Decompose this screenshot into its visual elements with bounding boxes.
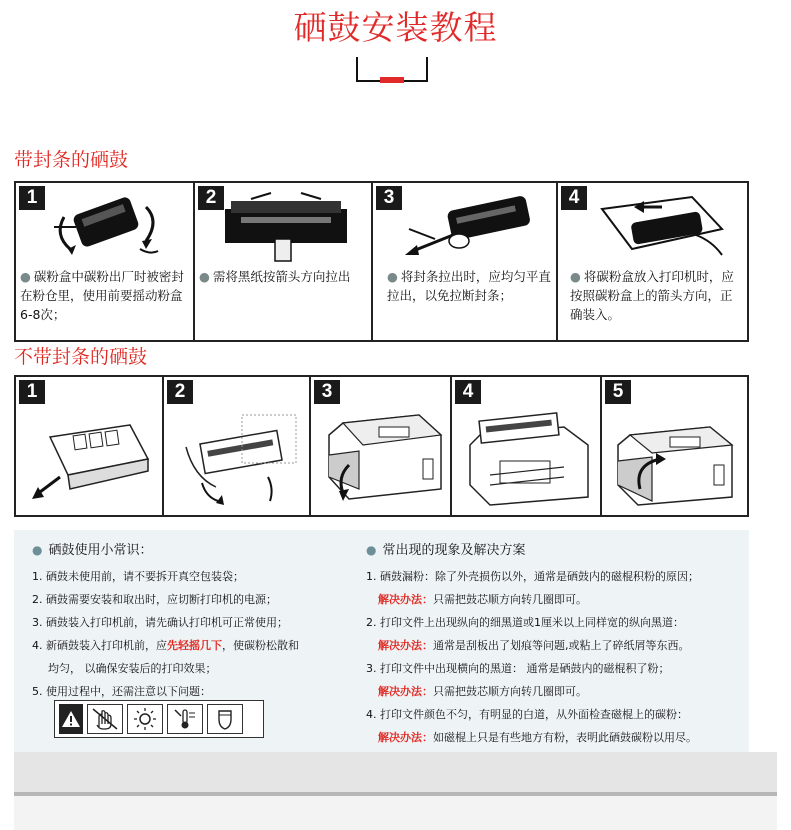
shake-cartridge-illustration xyxy=(46,187,166,265)
step-number: 4 xyxy=(455,380,481,404)
troubleshooting xyxy=(366,538,746,749)
close-printer-cover-illustration xyxy=(610,405,740,513)
tips-panel xyxy=(14,530,749,752)
footer-band xyxy=(14,752,777,792)
no-sunlight-icon xyxy=(127,704,163,734)
remove-cartridge-illustration xyxy=(30,417,156,507)
solution-item: 解决办法：只需把鼓芯顺方向转几圈即可。 xyxy=(378,685,587,698)
pull-black-paper-illustration xyxy=(221,191,351,263)
step-number: 3 xyxy=(376,186,402,210)
unsealed-step-1 xyxy=(16,377,164,515)
unsealed-step-3 xyxy=(311,377,452,515)
problem-item: 1. 硒鼓漏粉：除了外壳损伤以外，通常是硒鼓内的磁棍积粉的原因； xyxy=(366,570,699,583)
step-number: 2 xyxy=(167,380,193,404)
insert-drum-illustration xyxy=(460,405,596,513)
unsealed-section-heading: 不带封条的硒鼓 xyxy=(14,346,148,368)
solution-item: 解决办法：通常是刮板出了划痕等问题,或粘上了碎纸屑等东西。 xyxy=(378,639,690,652)
keep-upright-icon xyxy=(207,704,243,734)
unsealed-step-4 xyxy=(452,377,602,515)
footer-area xyxy=(14,796,777,830)
usage-tip: 3. 硒鼓装入打印机前，请先确认打印机可正常使用； xyxy=(32,616,288,629)
problem-item: 3. 打印文件中出现横向的黑道： 通常是硒鼓内的磁棍积了粉； xyxy=(366,662,670,675)
step-number: 1 xyxy=(19,186,45,210)
usage-tip: 4. 新硒鼓装入打印机前，应先轻摇几下，使碳粉松散和 xyxy=(32,639,299,652)
usage-tips-title: ● 硒鼓使用小常识： xyxy=(32,543,153,558)
sealed-step-2 xyxy=(195,183,373,340)
sealed-step-3 xyxy=(373,183,558,340)
usage-tip: 2. 硒鼓需要安装和取出时，应切断打印机的电源； xyxy=(32,593,277,606)
unsealed-step-5 xyxy=(602,377,747,515)
problem-item: 4. 打印文件颜色不匀，有明显的白道，从外面检查磁棍上的碳粉： xyxy=(366,708,688,721)
usage-tip: 1. 硒鼓未使用前，请不要拆开真空包装袋； xyxy=(32,570,244,583)
warning-icons-strip xyxy=(54,700,264,738)
bullet-icon: ● xyxy=(366,543,377,557)
step-number: 3 xyxy=(314,380,340,404)
bullet-icon: ● xyxy=(32,543,43,557)
step-number: 4 xyxy=(561,186,587,210)
step-caption: ● 将封条拉出时，应均匀平直拉出，以免拉断封条； xyxy=(387,269,551,303)
temperature-icon xyxy=(167,704,203,734)
sealed-steps-row xyxy=(14,181,749,342)
usage-tips xyxy=(32,538,372,703)
step-number: 2 xyxy=(198,186,224,210)
step-caption: ● 碳粉盒中碳粉出厂时被密封在粉仓里，使用前要摇动粉盒6-8次； xyxy=(20,269,184,322)
no-touch-icon xyxy=(87,704,123,734)
page-title: 硒鼓安装教程 xyxy=(293,8,498,47)
shake-drum-illustration xyxy=(172,407,304,513)
step-number: 5 xyxy=(605,380,631,404)
sealed-step-1 xyxy=(16,183,195,340)
problem-item: 2. 打印文件上出现纵向的细黑道或1厘米以上同样宽的纵向黑道： xyxy=(366,616,684,629)
open-printer-cover-illustration xyxy=(319,405,447,513)
solution-item: 解决办法：只需把鼓芯顺方向转几圈即可。 xyxy=(378,593,587,606)
step-number: 1 xyxy=(19,380,45,404)
sealed-section-heading: 带封条的硒鼓 xyxy=(14,149,129,171)
step-caption: ● 需将黑纸按箭头方向拉出 xyxy=(199,269,351,284)
troubleshooting-title: ● 常出现的现象及解决方案 xyxy=(366,543,526,558)
title-underline-bracket xyxy=(356,57,428,83)
solution-item: 解决办法：如磁棍上只是有些地方有粉，表明此硒鼓碳粉以用尽。 xyxy=(378,731,697,744)
insert-cartridge-illustration xyxy=(592,189,732,263)
warning-triangle-icon xyxy=(59,704,83,734)
sealed-step-4 xyxy=(558,183,747,340)
pull-seal-strip-illustration xyxy=(399,189,539,263)
usage-tip: 5. 使用过程中，还需注意以下问题： xyxy=(32,685,211,698)
step-caption: ● 将碳粉盒放入打印机时，应按照碳粉盒上的箭头方向，正确装入。 xyxy=(570,269,734,322)
unsealed-step-2 xyxy=(164,377,311,515)
usage-tip-continued: 均匀， 以确保安装后的打印效果； xyxy=(48,662,217,675)
unsealed-steps-row xyxy=(14,375,749,517)
